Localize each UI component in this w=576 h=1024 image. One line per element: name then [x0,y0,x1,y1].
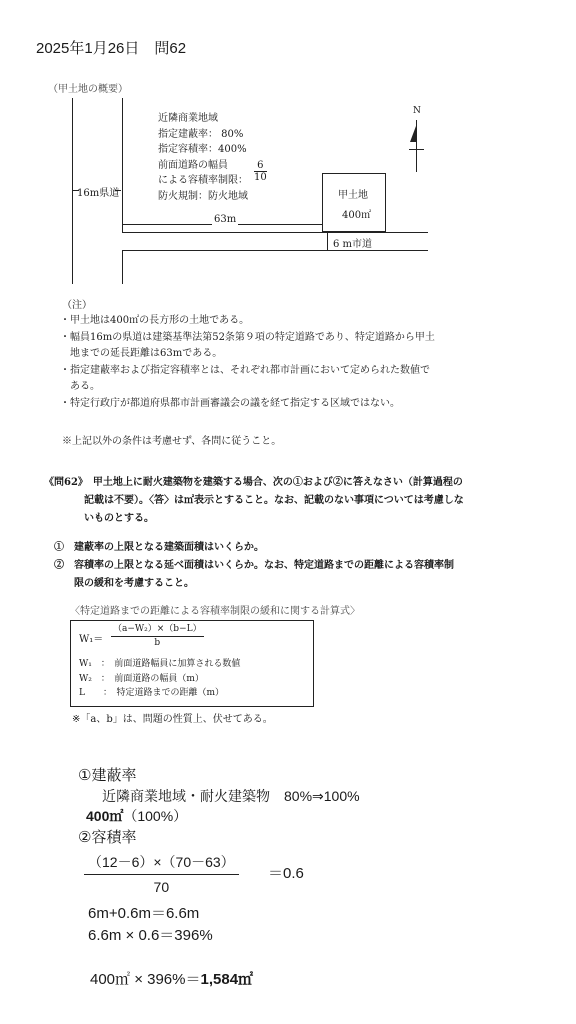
answer-line-2: 400㎡（100%） [86,808,188,824]
distance-label: 63m [214,214,237,225]
answer-heading-1: ①建蔽率 [78,767,137,784]
road-right-label: 6 m市道 [333,239,373,250]
formula-def: L ： 特定道路までの距離（m） [79,688,225,698]
condition-road-width-2: による容積率制限： [158,175,248,186]
answer-fraction-result: ＝0.6 [268,865,304,882]
answer-fraction-den: 70 [153,879,170,895]
sub-question-1: ① 建蔽率の上限となる建築面積はいくらか。 [54,542,264,553]
ratio-denominator: 10 [254,172,267,183]
formula-numerator: （a−W₂）×（b−L） [111,623,204,637]
condition-fire: 防火規制：防火地域 [158,190,248,202]
north-arrow-icon [416,120,417,172]
formula-lhs: W₁＝ [79,634,104,645]
question-line: 《問62》 甲土地上に耐火建築物を建築する場合、次の①および②に答えなさい（計算過程の [44,477,463,488]
lot-name: 甲土地 [338,190,368,201]
road-width-marker [327,233,328,250]
answer-line-5: 400㎡ × 396%＝1,584㎡ [90,971,254,988]
condition-coverage: 指定建蔽率： 80% [158,128,244,140]
sub-question-2: ② 容積率の上限となる延べ面積はいくらか。なお、特定道路までの距離による容積率制 [54,560,454,571]
condition-far: 指定容積率：400% [158,144,247,155]
note-item: ・甲土地は400㎡の長方形の土地である。 [60,315,250,326]
note-item: ・指定建蔽率および指定容積率とは、それぞれ都市計画において定められた数値で [60,364,430,376]
road-north-edge [122,232,428,233]
answer-fraction [84,850,239,899]
condition-zone: 近隣商業地域 [158,113,218,124]
road-south-edge [122,250,428,251]
sub-question-2-cont: 限の緩和を考慮すること。 [54,578,194,589]
north-arrow-head-icon [410,126,416,142]
formula-note: ※「a、b」は、問題の性質上、伏せてある。 [72,714,273,725]
note-item: ・特定行政庁が都道府県都市計画審議会の議を経て指定する区域ではない。 [60,397,400,409]
answer-line-4: 6.6m × 0.6＝396% [88,927,213,944]
lot-area: 400㎡ [342,210,372,221]
formula-def: W₂ ： 前面道路の幅員（m） [79,673,204,684]
page-title: 2025年1月26日 問62 [36,40,187,57]
overview-caption: （甲土地の概要） [48,84,128,95]
road-ratio-fraction [254,160,267,183]
note-item: 地までの延長距離は63mである。 [60,348,223,359]
road-right-edge-upper [122,98,123,232]
sub-questions [54,539,454,593]
note-item: ・幅員16mの県道は建築基準法第52条第９項の特定道路であり、特定道路から甲土 [60,331,435,343]
formula-def: W₁ ： 前面道路幅員に加算される数値 [79,659,241,669]
question-line: いものとする。 [44,513,154,524]
note-item: ある。 [60,381,100,392]
ratio-numerator: 6 [254,160,267,172]
lot-rectangle [322,173,386,232]
formula-definitions [79,657,240,701]
answer-line-3: 6m+0.6m＝6.6m [88,905,200,922]
north-label: N [413,106,421,116]
formula-denominator: b [154,638,161,648]
notes-list [60,313,435,412]
answer-heading-2: ②容積率 [78,829,137,846]
notes-heading: （注） [62,300,92,311]
formula-caption: 〈特定道路までの距離による容積率制限の緩和に関する計算式〉 [70,606,360,617]
road-right-edge-lower [122,250,123,284]
answer-line-1: 近隣商業地域・耐火建築物 80%⇒100% [102,788,360,804]
final-answer: 1,584㎡ [200,971,254,988]
question-text [44,474,464,528]
road-left-label: 16m県道 [77,188,120,199]
road-left-edge [72,98,73,284]
zoning-conditions [158,111,248,204]
north-crossbar [409,149,424,150]
formula-fraction [111,623,204,650]
condition-road-width: 前面道路の幅員 [158,159,228,171]
question-line: 記載は不要）。〈答〉は㎡表示とすること。なお、記載のない事項については考慮しな [44,495,464,506]
formula-box [70,620,314,707]
notes-footer: ※上記以外の条件は考慮せず、各問に従うこと。 [62,436,282,447]
answer-fraction-num: （12－6）×（70－63） [84,850,239,875]
